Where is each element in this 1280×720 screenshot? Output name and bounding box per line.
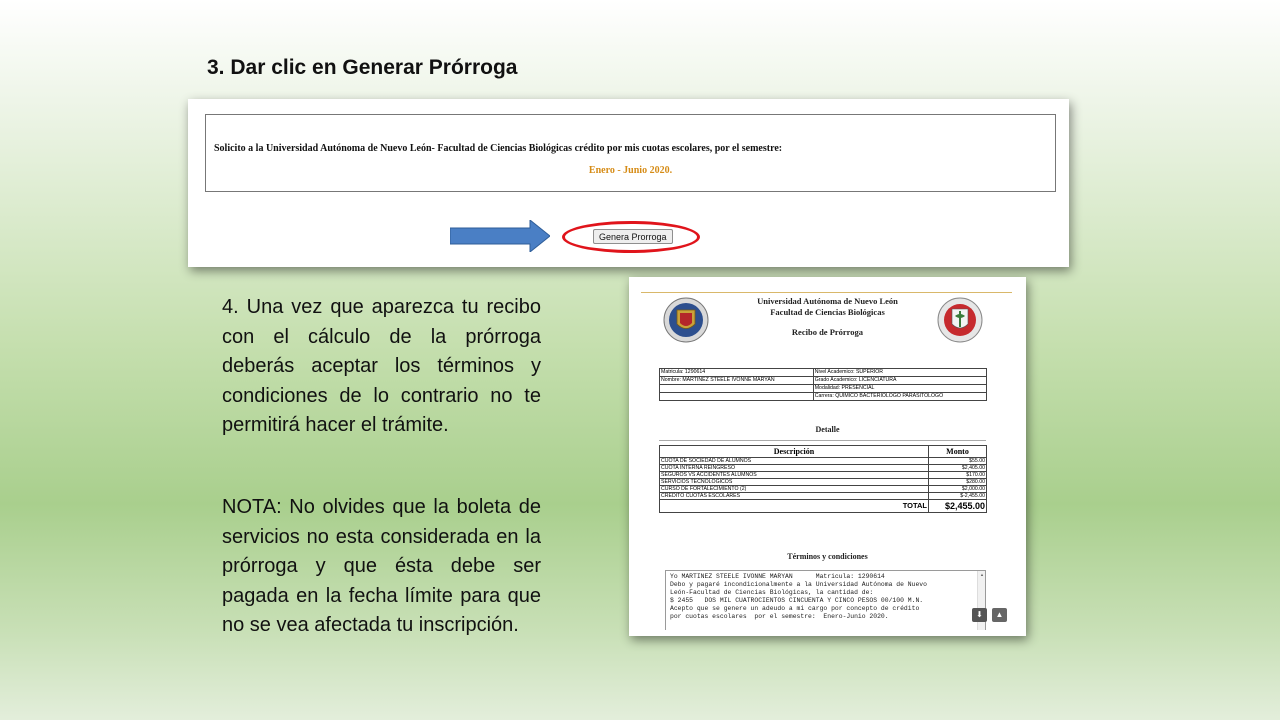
detalle-divider [659, 440, 986, 441]
matricula-cell: Matricula: 1290614 [660, 369, 814, 377]
total-row [660, 500, 987, 513]
nivel-cell: Nivel Academico: SUPERIOR [813, 369, 986, 377]
table-row [660, 493, 987, 500]
empty-cell [660, 393, 814, 401]
item-desc: CUOTA DE SOCIEDAD DE ALUMNOS [660, 458, 929, 465]
scroll-up-icon[interactable]: ▲ [980, 572, 984, 577]
download-icon[interactable]: ⬇ [972, 608, 987, 622]
table-row [660, 479, 987, 486]
detalle-title: Detalle [815, 425, 840, 434]
terms-title: Términos y condiciones [787, 552, 868, 561]
receipt-title: Recibo de Prórroga [791, 327, 864, 337]
item-amount: $2,405.00 [929, 465, 987, 472]
table-row [660, 465, 987, 472]
drive-icon[interactable]: ▲ [992, 608, 1007, 622]
genera-prorroga-button[interactable]: Genera Prorroga [593, 229, 673, 244]
detalle-table [659, 445, 987, 513]
blue-arrow-icon [450, 220, 550, 252]
terms-line: Debo y pagaré incondicionalmente a la Universidad Autónoma de Nuevo [670, 581, 927, 588]
item-desc: SEGUROS VS ACCIDENTES ALUMNOS [660, 472, 929, 479]
prorroga-request-screenshot [188, 99, 1069, 267]
semester-label: Enero - Junio 2020. [588, 165, 673, 176]
table-row [660, 486, 987, 493]
student-info-table [659, 368, 987, 401]
carrera-cell: Carrera: QUIMICO BACTERIOLOGO PARASITOLOGO [813, 393, 986, 401]
request-text: Solicito a la Universidad Autónoma de Nuevo León- Facultad de Ciencias Biológicas crédito por mis cuotas escolares, por el semestre: [214, 143, 783, 154]
step4-text: 4. Una vez que aparezca tu recibo con el cálculo de la prórroga deberás aceptar los términos y condiciones de lo contrario no te permitirá hacer el trámite. [222, 296, 541, 436]
terms-line: Yo MARTINEZ STEELE IVONNE MARYAN Matricula: 1290614 [670, 573, 885, 580]
modalidad-cell: Modalidad: PRESENCIAL [813, 385, 986, 393]
university-name: Universidad Autónoma de Nuevo León [757, 296, 898, 306]
item-amount: $280.00 [929, 479, 987, 486]
item-desc: CURSO DE FORTALECIMIENTO (2) [660, 486, 929, 493]
terms-line: $ 2455 DOS MIL CUATROCIENTOS CINCUENTA Y CINCO PESOS 00/100 M.N. [670, 597, 924, 604]
faculty-name: Facultad de Ciencias Biológicas [770, 307, 885, 317]
header-divider [641, 292, 1012, 293]
item-amount: $170.00 [929, 472, 987, 479]
item-desc: CREDITO CUOTAS ESCOLARES [660, 493, 929, 500]
table-row [660, 458, 987, 465]
terms-line: Acepto que se genere un adeudo a mi cargo por concepto de crédito [670, 605, 920, 612]
terms-line: por cuotas escolares por el semestre: Enero-Junio 2020. [670, 613, 889, 620]
terms-text [666, 571, 985, 623]
grado-cell: Grado Academico: LICENCIATURA [813, 377, 986, 385]
nota-text: NOTA: No olvides que la boleta de servicios no esta considerada en la prórroga y que ésta debe ser pagada en la fecha límite para que no se vea afectada tu inscripción. [222, 496, 541, 636]
terms-line: León-Facultad de Ciencias Biológicas, la cantidad de: [670, 589, 874, 596]
descripcion-header: Descripción [660, 446, 929, 458]
item-amount: $2,000.00 [929, 486, 987, 493]
receipt-screenshot [629, 277, 1026, 636]
table-row [660, 472, 987, 479]
item-desc: SERVICIOS TECNOLOGICOS [660, 479, 929, 486]
total-label: TOTAL [660, 500, 929, 513]
nombre-cell: Nombre: MARTINEZ STEELE IVONNE MARYAN [660, 377, 814, 385]
total-amount: $2,455.00 [929, 500, 987, 513]
request-box [205, 114, 1056, 192]
university-header [629, 296, 1026, 318]
terms-textarea[interactable] [665, 570, 986, 630]
item-amount: $-2,455.00 [929, 493, 987, 500]
item-amount: $55.00 [929, 458, 987, 465]
item-desc: CUOTA INTERNA REINGRESO [660, 465, 929, 472]
monto-header: Monto [929, 446, 987, 458]
empty-cell [660, 385, 814, 393]
step3-title: 3. Dar clic en Generar Prórroga [207, 56, 518, 79]
